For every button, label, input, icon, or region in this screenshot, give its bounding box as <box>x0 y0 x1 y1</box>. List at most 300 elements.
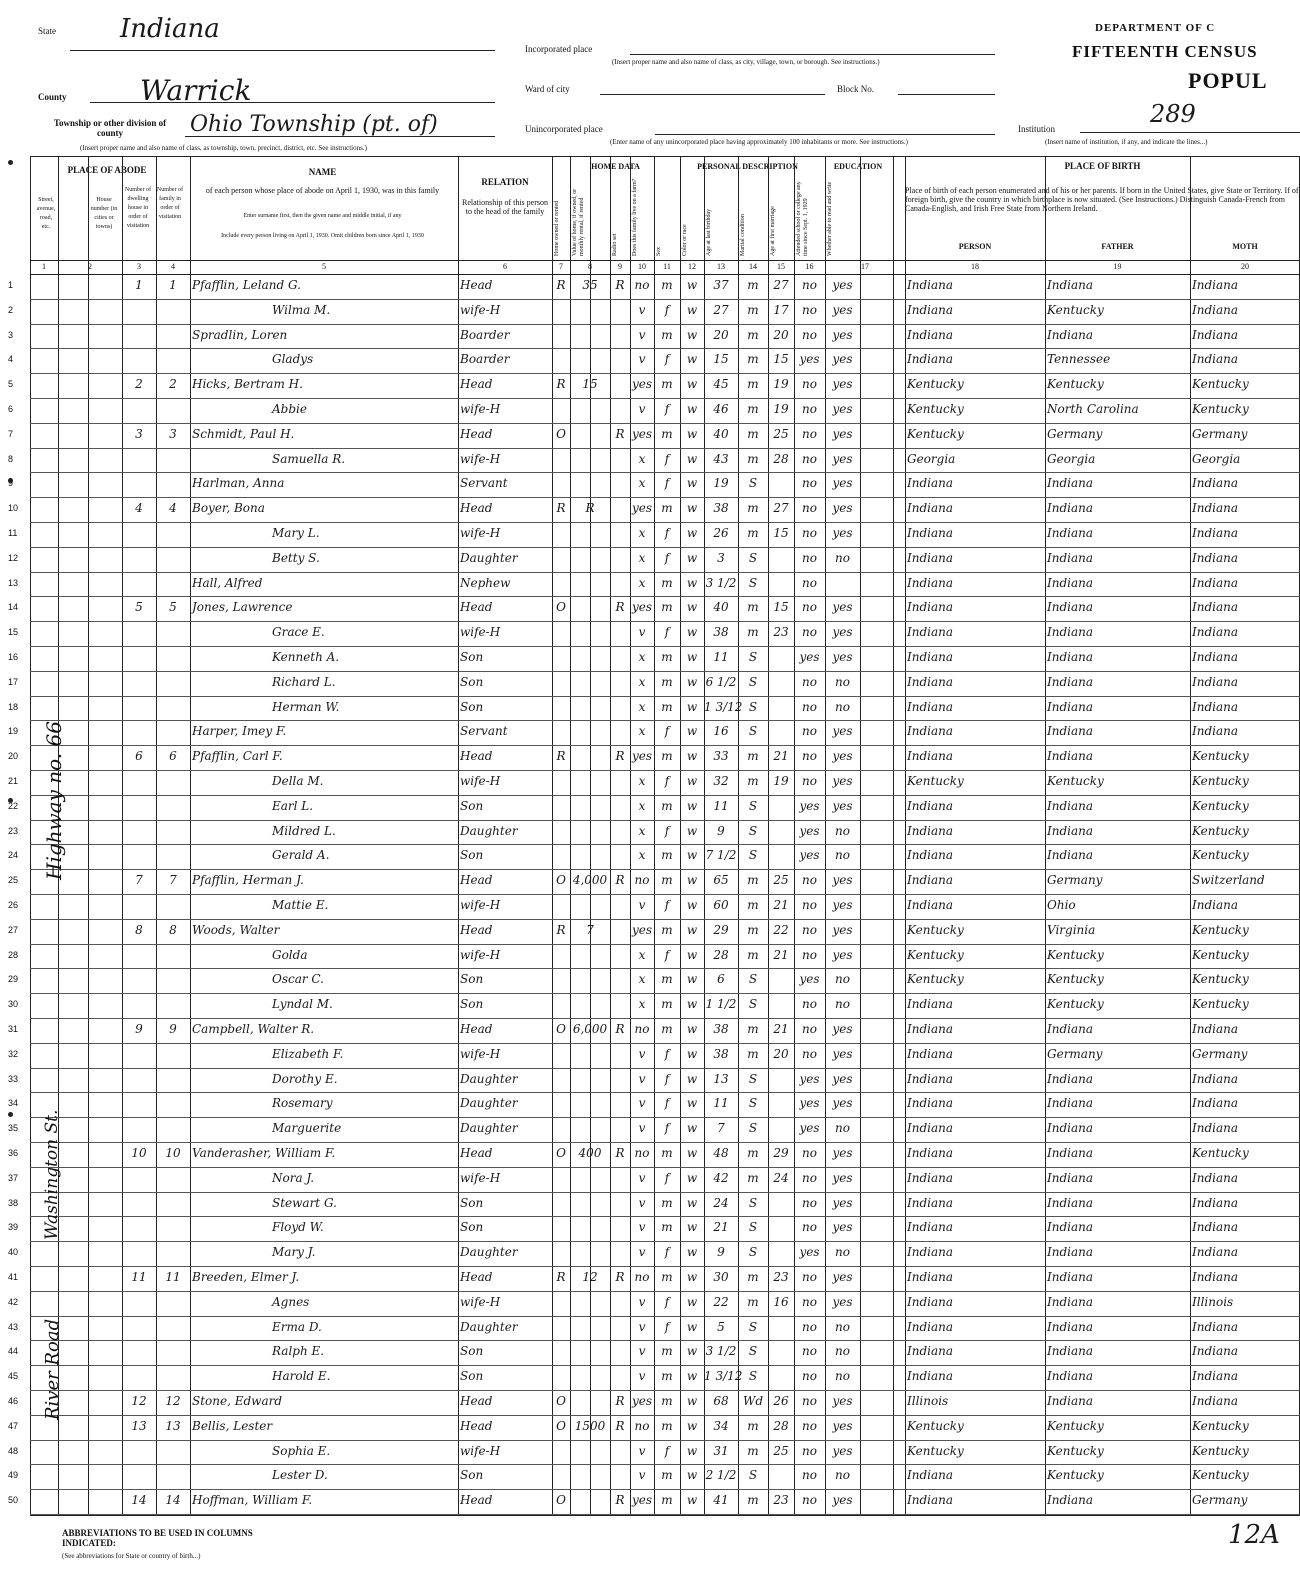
marital-condition: m <box>747 402 759 416</box>
birthplace-person: Indiana <box>907 1468 954 1483</box>
marital-condition: S <box>748 550 758 565</box>
age: 40 <box>713 600 729 615</box>
table-row <box>8 423 1300 448</box>
age: 37 <box>713 278 729 292</box>
sex: m <box>661 848 673 863</box>
color-race: w <box>686 1394 698 1408</box>
read-write: no <box>835 1344 850 1359</box>
column-number: 18 <box>971 262 979 271</box>
person-name: Mattie E. <box>272 898 329 912</box>
line-number: 27 <box>8 924 19 935</box>
marital-condition: S <box>748 476 758 491</box>
read-write: yes <box>832 922 853 937</box>
person-name: Oscar C. <box>272 972 324 987</box>
color-race: w <box>686 823 698 838</box>
birthplace-person: Indiana <box>907 1022 954 1036</box>
marital-condition: S <box>748 1195 758 1210</box>
relation: wife-H <box>460 1046 501 1061</box>
house-col-header: House number (in cities or towns) <box>90 197 118 230</box>
marital-condition: m <box>747 278 759 292</box>
marital-condition: S <box>748 1121 758 1136</box>
attended-school: no <box>802 278 817 292</box>
radio-set: R <box>615 1394 625 1408</box>
line-number: 20 <box>8 751 19 762</box>
color-race: w <box>686 451 698 466</box>
birthplace-person: Indiana <box>907 575 954 590</box>
birthplace-mother: Switzerland <box>1192 873 1265 888</box>
age-at-marriage: 24 <box>773 1170 789 1185</box>
person-name: Spradlin, Loren <box>192 327 288 342</box>
abbreviations-note: (See abbreviations for State or country of birth...) <box>62 1552 201 1560</box>
person-name: Erma D. <box>272 1319 322 1334</box>
column-number: 1 <box>42 262 46 271</box>
sex: m <box>661 1418 673 1433</box>
birthplace-mother: Kentucky <box>1192 972 1249 987</box>
birthplace-mother: Germany <box>1192 1046 1248 1061</box>
person-name: Pfafflin, Leland G. <box>192 278 301 292</box>
age-at-marriage: 21 <box>773 749 789 764</box>
table-row <box>8 696 1300 721</box>
home-owned: O <box>556 1022 566 1036</box>
line-number: 37 <box>8 1172 19 1183</box>
birthplace-mother: Germany <box>1192 1493 1248 1508</box>
dwelling-number: 11 <box>131 1270 147 1284</box>
age-at-marriage: 19 <box>773 774 789 788</box>
birthplace-mother: Indiana <box>1192 1369 1239 1384</box>
color-race: w <box>686 278 698 292</box>
age: 22 <box>713 1294 729 1309</box>
birthplace-father: Indiana <box>1047 699 1094 714</box>
farm: v <box>638 1468 646 1483</box>
color-race: w <box>686 600 698 615</box>
sex: f <box>664 550 670 565</box>
sex: m <box>661 1270 673 1284</box>
age: 1 3/12 <box>704 699 743 714</box>
family-number: 3 <box>169 426 177 441</box>
river-road-note: River Road <box>42 1318 63 1420</box>
farm: no <box>634 1022 650 1036</box>
age: 3 1/2 <box>705 1344 737 1359</box>
person-name: Rosemary <box>272 1096 333 1111</box>
birthplace-mother: Kentucky <box>1192 997 1249 1012</box>
age: 15 <box>713 352 729 367</box>
birthplace-person: Indiana <box>907 1195 954 1210</box>
farm: yes <box>631 377 653 392</box>
birthplace-person: Indiana <box>907 1245 954 1260</box>
table-row <box>8 497 1300 522</box>
attended-school: yes <box>799 352 820 367</box>
read-write: yes <box>832 327 853 342</box>
read-write: no <box>835 997 850 1012</box>
read-write: yes <box>832 1418 853 1433</box>
person-name: Elizabeth F. <box>272 1046 344 1061</box>
farm: x <box>638 476 646 491</box>
marital-condition: m <box>747 302 759 317</box>
marital-condition: m <box>747 327 759 342</box>
birthplace-mother: Indiana <box>1192 674 1239 689</box>
sex: m <box>661 798 673 813</box>
sex: f <box>664 302 670 317</box>
attended-school: no <box>802 898 817 912</box>
mother-col-header: MOTH <box>1232 242 1258 251</box>
age-at-marriage: 15 <box>773 526 789 540</box>
birthplace-mother: Indiana <box>1192 1319 1239 1334</box>
sex: f <box>664 402 670 416</box>
farm: x <box>638 724 646 739</box>
radio-set: R <box>615 1022 625 1036</box>
dwelling-col-header: Number of dwelling house in order of visitation <box>124 187 152 229</box>
sex: m <box>661 1468 673 1483</box>
birthplace-mother: Indiana <box>1192 501 1239 516</box>
read-write: yes <box>832 402 853 416</box>
sex: m <box>661 922 673 937</box>
birthplace-mother: Kentucky <box>1192 774 1249 788</box>
table-row <box>8 398 1300 423</box>
home-owned: O <box>556 873 566 888</box>
attended-school: no <box>802 922 817 937</box>
block-label: Block No. <box>837 84 874 94</box>
person-name: Jones, Lawrence <box>192 600 293 615</box>
family-number: 7 <box>169 873 177 888</box>
table-row <box>8 572 1300 597</box>
read-write: yes <box>832 798 853 813</box>
person-name: Stone, Edward <box>192 1394 283 1408</box>
birthplace-mother: Kentucky <box>1192 1418 1249 1433</box>
dwelling-number: 13 <box>131 1418 147 1433</box>
age: 7 <box>717 1121 725 1136</box>
color-race: w <box>686 997 698 1012</box>
line-number: 10 <box>8 503 19 514</box>
marital-condition: S <box>748 1369 758 1384</box>
attended-school: yes <box>799 1245 820 1260</box>
punch-hole <box>8 1112 13 1117</box>
radio-set: R <box>615 1146 625 1160</box>
relation: Head <box>460 278 493 292</box>
birthplace-person: Indiana <box>907 302 954 317</box>
family-number: 2 <box>169 377 177 392</box>
farm: v <box>638 1046 646 1061</box>
birthplace-person: Indiana <box>907 848 954 863</box>
person-col-header: PERSON <box>958 242 992 251</box>
highway-note: Highway no. 66 <box>42 721 66 880</box>
read-write: yes <box>832 1046 853 1061</box>
attended-school: no <box>802 600 817 615</box>
birthplace-father: Indiana <box>1047 1493 1094 1508</box>
line-number: 48 <box>8 1445 19 1456</box>
birthplace-person: Georgia <box>907 451 956 466</box>
family-number: 5 <box>169 600 177 615</box>
birthplace-mother: Kentucky <box>1192 922 1249 937</box>
table-row <box>8 1440 1300 1465</box>
relation: Son <box>460 1369 484 1384</box>
color-race: w <box>686 848 698 863</box>
dwelling-number: 4 <box>135 501 143 516</box>
place-of-birth-desc: Place of birth of each person enumerated and of his or her parents. If born in the United States, give State or Territory. If of foreign birth, give the country in which birthplace is now situated. (See Instructions.) Distinguish Canada-French from Canada-English, and Irish Free State from Northern Ireland. <box>905 186 1299 213</box>
column-number: 11 <box>663 262 671 271</box>
attended-school: yes <box>799 1121 820 1136</box>
farm: x <box>638 550 646 565</box>
sex: f <box>664 476 670 491</box>
sex: f <box>664 947 670 962</box>
person-name: Grace E. <box>272 625 325 640</box>
table-row <box>8 448 1300 473</box>
line-number: 3 <box>8 329 14 340</box>
birthplace-person: Kentucky <box>907 774 964 788</box>
color-race: w <box>686 774 698 788</box>
birthplace-person: Indiana <box>907 476 954 491</box>
table-row <box>8 993 1300 1018</box>
street-col-header: Street, avenue, road, etc. <box>36 197 56 230</box>
read-write: yes <box>832 377 853 392</box>
birthplace-father: Kentucky <box>1047 377 1104 392</box>
line-number: 23 <box>8 825 19 836</box>
sex: f <box>664 1245 670 1260</box>
marital-condition: m <box>747 922 759 937</box>
sex: f <box>664 352 670 367</box>
age: 6 1/2 <box>705 674 737 689</box>
column-number: 19 <box>1113 262 1122 271</box>
relation: Daughter <box>460 1096 518 1111</box>
farm: x <box>638 848 646 863</box>
birthplace-person: Indiana <box>907 823 954 838</box>
read-write: yes <box>832 278 853 292</box>
relation: Daughter <box>460 1245 518 1260</box>
birthplace-person: Kentucky <box>907 402 964 416</box>
birthplace-father: Indiana <box>1047 1022 1094 1036</box>
family-number: 10 <box>165 1146 181 1160</box>
marital-condition: S <box>748 1319 758 1334</box>
table-row <box>8 1316 1300 1341</box>
ward-label: Ward of city <box>525 84 570 94</box>
color-race: w <box>686 1270 698 1284</box>
birthplace-father: Indiana <box>1047 724 1094 739</box>
attended-school: yes <box>799 823 820 838</box>
sex: m <box>661 1493 673 1508</box>
person-name: Vanderasher, William F. <box>192 1146 336 1160</box>
relation: Head <box>460 426 493 441</box>
read-write: yes <box>832 898 853 912</box>
birthplace-mother: Indiana <box>1192 650 1239 664</box>
marital-condition: m <box>747 774 759 788</box>
marital-condition: m <box>747 600 759 615</box>
marital-condition: S <box>748 1245 758 1260</box>
age-at-marriage: 21 <box>773 898 789 912</box>
color-race: w <box>686 972 698 987</box>
color-race: w <box>686 1096 698 1111</box>
birthplace-father: Virginia <box>1047 922 1096 937</box>
age: 41 <box>713 1493 729 1508</box>
relation: Head <box>460 749 493 764</box>
person-name: Kenneth A. <box>272 650 340 664</box>
birthplace-person: Indiana <box>907 997 954 1012</box>
radio-col-header: Radio set <box>612 233 618 256</box>
column-number: 3 <box>137 262 141 271</box>
table-row <box>8 348 1300 373</box>
marital-condition: m <box>747 749 759 764</box>
person-name: Breeden, Elmer J. <box>192 1270 300 1284</box>
column-number: 7 <box>559 262 563 271</box>
person-name: Herman W. <box>272 699 340 714</box>
age: 38 <box>713 625 729 640</box>
line-number: 32 <box>8 1048 19 1059</box>
line-number: 2 <box>8 304 14 315</box>
line-number: 13 <box>8 577 19 588</box>
marital-condition: m <box>747 873 759 888</box>
attended-school: yes <box>799 798 820 813</box>
person-name: Floyd W. <box>272 1220 324 1235</box>
read-write: yes <box>832 1294 853 1309</box>
farm: v <box>638 1443 646 1458</box>
table-row <box>8 1241 1300 1266</box>
relation-desc: Relationship of this person to the head of the family <box>462 198 548 216</box>
birthplace-mother: Indiana <box>1192 550 1239 565</box>
farm: x <box>638 972 646 987</box>
farm: v <box>638 898 646 912</box>
marital-condition: m <box>747 898 759 912</box>
institution-value: 289 <box>1150 100 1196 128</box>
relation: Head <box>460 1394 493 1408</box>
home-owned: O <box>556 426 566 441</box>
color-race: w <box>686 575 698 590</box>
relation: wife-H <box>460 302 501 317</box>
column-number: 14 <box>749 262 757 271</box>
age-at-marriage: 29 <box>773 1146 789 1160</box>
marital-condition: S <box>748 724 758 739</box>
relation: Son <box>460 798 484 813</box>
color-race: w <box>686 327 698 342</box>
table-row <box>8 1489 1300 1514</box>
age: 11 <box>713 650 729 664</box>
line-number: 28 <box>8 949 19 960</box>
sex: f <box>664 1121 670 1136</box>
birthplace-mother: Kentucky <box>1192 1443 1249 1458</box>
line-number: 41 <box>8 1272 19 1282</box>
birthplace-person: Indiana <box>907 526 954 540</box>
attended-school: yes <box>799 972 820 987</box>
person-name: Abbie <box>272 402 307 416</box>
population-title: POPUL <box>1188 68 1268 93</box>
home-data-header: HOME DATA <box>591 162 640 171</box>
age-at-marriage: 23 <box>773 1270 789 1284</box>
color-race: w <box>686 1146 698 1160</box>
birthplace-mother: Indiana <box>1192 1270 1239 1284</box>
farm: no <box>634 278 650 292</box>
table-row <box>8 1415 1300 1440</box>
read-write: yes <box>832 1146 853 1160</box>
line-number: 30 <box>8 999 19 1010</box>
birthplace-person: Indiana <box>907 1344 954 1359</box>
dwelling-number: 6 <box>135 749 143 764</box>
marital-condition: S <box>748 1220 758 1235</box>
birthplace-father: Ohio <box>1047 898 1076 912</box>
attended-school: no <box>802 774 817 788</box>
birthplace-mother: Kentucky <box>1192 1468 1249 1483</box>
line-number: 16 <box>8 652 19 662</box>
home-owned: O <box>556 1493 566 1508</box>
birthplace-mother: Kentucky <box>1192 749 1249 764</box>
birthplace-mother: Indiana <box>1192 1170 1239 1185</box>
read-write: yes <box>832 1443 853 1458</box>
sex: f <box>664 1170 670 1185</box>
birthplace-mother: Indiana <box>1192 699 1239 714</box>
attended-school: no <box>802 1369 817 1384</box>
farm: no <box>634 1270 650 1284</box>
marital-condition: S <box>748 575 758 590</box>
birthplace-person: Indiana <box>907 352 954 367</box>
person-name: Hicks, Bertram H. <box>192 377 303 392</box>
read-write: no <box>835 1319 850 1334</box>
birthplace-father: Indiana <box>1047 501 1094 516</box>
age: 28 <box>713 947 729 962</box>
attended-school: no <box>802 1394 817 1408</box>
farm: v <box>638 1170 646 1185</box>
birthplace-mother: Indiana <box>1192 1096 1239 1111</box>
birthplace-mother: Kentucky <box>1192 823 1249 838</box>
color-race: w <box>686 476 698 491</box>
sex: f <box>664 1319 670 1334</box>
home-owned: O <box>556 1418 566 1433</box>
color-race: w <box>686 1245 698 1260</box>
birthplace-father: Indiana <box>1047 1071 1094 1086</box>
sex: m <box>661 972 673 987</box>
table-row <box>8 1142 1300 1167</box>
column-number: 17 <box>861 262 869 271</box>
age: 26 <box>713 526 729 540</box>
birthplace-person: Kentucky <box>907 972 964 987</box>
person-name: Hall, Alfred <box>192 575 263 590</box>
birthplace-father: Indiana <box>1047 674 1094 689</box>
marital-condition: S <box>748 997 758 1012</box>
birthplace-mother: Indiana <box>1192 1121 1239 1136</box>
table-row <box>8 795 1300 820</box>
relation: Daughter <box>460 1071 518 1086</box>
age: 3 <box>717 550 725 565</box>
township-note: (Insert proper name and also name of class, as township, town, precinct, district, etc. See instructions.) <box>80 144 367 152</box>
birthplace-mother: Illinois <box>1192 1294 1234 1309</box>
age-at-marriage: 23 <box>773 1493 789 1508</box>
birthplace-person: Indiana <box>907 724 954 739</box>
person-name: Bellis, Lester <box>192 1418 273 1433</box>
age: 3 1/2 <box>705 575 737 590</box>
family-number: 11 <box>165 1270 181 1284</box>
color-race: w <box>686 1071 698 1086</box>
farm: v <box>638 1195 646 1210</box>
line-number: 31 <box>8 1024 19 1034</box>
family-number: 8 <box>169 922 177 937</box>
relation: wife-H <box>460 947 501 962</box>
color-race: w <box>686 526 698 540</box>
birthplace-person: Kentucky <box>907 1418 964 1433</box>
farm: yes <box>631 426 653 441</box>
table-row <box>8 547 1300 572</box>
institution-note: (Insert name of institution, if any, and indicate the lines...) <box>1045 138 1208 146</box>
birthplace-mother: Indiana <box>1192 302 1239 317</box>
attended-school: no <box>802 947 817 962</box>
birthplace-father: Indiana <box>1047 278 1094 292</box>
person-name: Nora J. <box>272 1170 315 1185</box>
birthplace-person: Indiana <box>907 550 954 565</box>
person-name: Mildred L. <box>272 823 336 838</box>
sex: m <box>661 278 673 292</box>
relation: Son <box>460 699 484 714</box>
read-write: yes <box>832 749 853 764</box>
farm: no <box>634 873 650 888</box>
person-name: Dorothy E. <box>272 1071 338 1086</box>
birthplace-mother: Indiana <box>1192 1394 1239 1408</box>
age-at-marriage: 22 <box>773 922 789 937</box>
age: 21 <box>713 1220 729 1235</box>
farm: v <box>638 1319 646 1334</box>
